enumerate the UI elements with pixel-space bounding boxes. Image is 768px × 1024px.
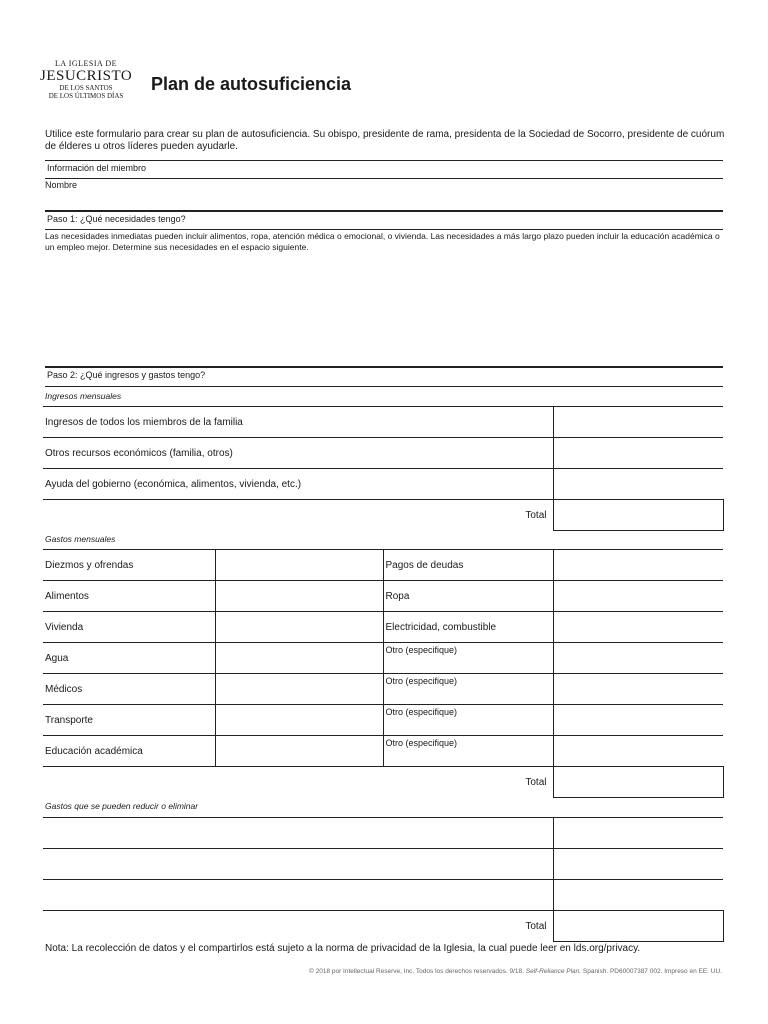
step1-text: Las necesidades inmediatas pueden incluir alimentos, ropa, atención médica o emocional, o vivienda. Las necesidades a más largo plazo pueden incluir la educación académica o un empleo mejor. Determine sus necesidades en el espacio siguiente.	[45, 231, 720, 252]
copyright-pre: © 2018 por Intellectual Reserve, Inc. Todos los derechos reservados. 9/18.	[309, 968, 524, 975]
expense-amount-cell[interactable]	[553, 612, 723, 643]
table-row	[43, 818, 723, 849]
page-title: Plan de autosuficiencia	[151, 74, 352, 94]
expense-amount-cell[interactable]	[215, 581, 383, 612]
reducible-item-cell[interactable]	[43, 849, 553, 880]
expense-amount-cell[interactable]	[553, 581, 723, 612]
reducible-table	[43, 817, 724, 942]
income-total-cell[interactable]	[553, 500, 723, 531]
reducible-amount-cell[interactable]	[553, 849, 723, 880]
logo-line-2: JESUCRISTO	[40, 68, 133, 84]
expense-label: Educación académica	[43, 736, 215, 767]
expense-label[interactable]: Otro (especifique)	[383, 674, 553, 705]
name-field[interactable]	[100, 180, 720, 206]
expense-amount-cell[interactable]	[215, 550, 383, 581]
table-row	[43, 705, 723, 736]
table-row	[43, 438, 723, 469]
expense-amount-cell[interactable]	[215, 736, 383, 767]
reducible-item-cell[interactable]	[43, 880, 553, 911]
expenses-total-cell[interactable]	[553, 767, 723, 798]
expense-amount-cell[interactable]	[215, 612, 383, 643]
intro-text: Utilice este formulario para crear su plan de autosuficiencia. Su obispo, presidente de rama, presidenta de la Sociedad de Socorro, presidente de cuórum de élderes u otros líderes pueden ayudarle.	[45, 129, 725, 152]
table-row	[43, 911, 723, 942]
needs-area[interactable]	[45, 258, 723, 362]
logo-line-4: DE LOS ÚLTIMOS DÍAS	[48, 92, 124, 100]
expense-label: Pagos de deudas	[383, 550, 553, 581]
expense-label: Transporte	[43, 705, 215, 736]
divider	[45, 160, 723, 161]
expense-label: Electricidad, combustible	[383, 612, 553, 643]
church-logo	[40, 60, 132, 100]
step2-heading: Paso 2: ¿Qué ingresos y gastos tengo?	[47, 370, 206, 380]
divider	[45, 366, 723, 368]
member-info-heading: Información del miembro	[47, 163, 147, 173]
income-amount-cell[interactable]	[553, 407, 723, 438]
copyright-italic: Self-Reliance Plan.	[525, 968, 582, 975]
expense-amount-cell[interactable]	[553, 674, 723, 705]
income-label: Otros recursos económicos (familia, otros)	[43, 438, 553, 469]
table-row	[43, 643, 723, 674]
table-row	[43, 407, 723, 438]
expense-label[interactable]: Otro (especifique)	[383, 705, 553, 736]
privacy-note: Nota: La recolección de datos y el compartirlos está sujeto a la norma de privacidad de la Iglesia, la cual puede leer en lds.org/privacy.	[45, 943, 641, 954]
expense-amount-cell[interactable]	[553, 705, 723, 736]
reducible-item-cell[interactable]	[43, 818, 553, 849]
divider	[45, 210, 723, 212]
table-row	[43, 674, 723, 705]
table-row	[43, 550, 723, 581]
expenses-heading: Gastos mensuales	[45, 534, 116, 544]
copyright	[309, 968, 722, 975]
table-row	[43, 767, 723, 798]
expense-label[interactable]: Otro (especifique)	[383, 736, 553, 767]
expense-label: Ropa	[383, 581, 553, 612]
reducible-amount-cell[interactable]	[553, 880, 723, 911]
income-amount-cell[interactable]	[553, 469, 723, 500]
reducible-total-label: Total	[43, 911, 553, 942]
logo-line-1: LA IGLESIA DE	[54, 59, 118, 68]
table-row	[43, 849, 723, 880]
expense-amount-cell[interactable]	[215, 705, 383, 736]
reducible-total-cell[interactable]	[553, 911, 723, 942]
table-row	[43, 469, 723, 500]
divider	[45, 229, 723, 230]
table-row	[43, 736, 723, 767]
table-row	[43, 880, 723, 911]
expense-label: Agua	[43, 643, 215, 674]
reducible-heading: Gastos que se pueden reducir o eliminar	[45, 801, 199, 811]
expense-label: Diezmos y ofrendas	[43, 550, 215, 581]
expense-label: Alimentos	[43, 581, 215, 612]
table-row	[43, 581, 723, 612]
expense-label[interactable]: Otro (especifique)	[383, 643, 553, 674]
expenses-table	[43, 549, 724, 798]
logo-line-3: DE LOS SANTOS	[59, 84, 113, 92]
expense-amount-cell[interactable]	[553, 643, 723, 674]
copyright-post: Spanish. PD60007387 002. Impreso en EE. UU.	[582, 968, 722, 975]
expense-amount-cell[interactable]	[553, 550, 723, 581]
income-total-label: Total	[43, 500, 553, 531]
expense-amount-cell[interactable]	[215, 674, 383, 705]
expenses-total-label: Total	[43, 767, 553, 798]
expense-label: Médicos	[43, 674, 215, 705]
income-heading: Ingresos mensuales	[45, 391, 122, 401]
table-row	[43, 612, 723, 643]
expense-label: Vivienda	[43, 612, 215, 643]
divider	[45, 386, 723, 387]
income-label: Ingresos de todos los miembros de la familia	[43, 407, 553, 438]
divider	[45, 178, 723, 179]
reducible-amount-cell[interactable]	[553, 818, 723, 849]
income-amount-cell[interactable]	[553, 438, 723, 469]
income-label: Ayuda del gobierno (económica, alimentos, vivienda, etc.)	[43, 469, 553, 500]
table-row	[43, 500, 723, 531]
expense-amount-cell[interactable]	[215, 643, 383, 674]
income-table	[43, 406, 724, 531]
step1-heading: Paso 1: ¿Qué necesidades tengo?	[47, 214, 186, 224]
name-label: Nombre	[45, 180, 78, 190]
expense-amount-cell[interactable]	[553, 736, 723, 767]
